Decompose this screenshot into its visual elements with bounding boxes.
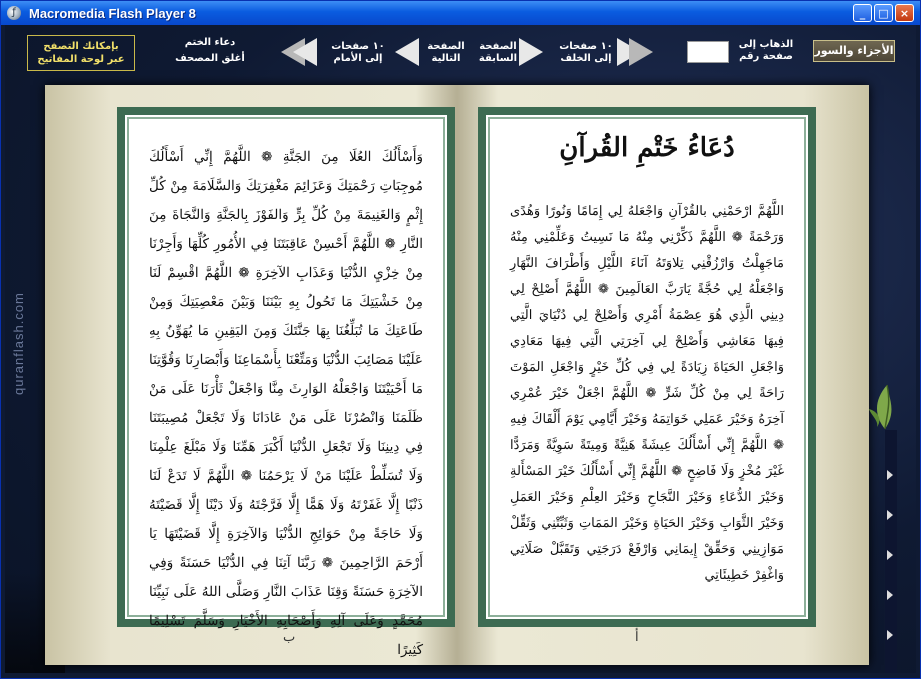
open-mushaf-book <box>45 85 869 665</box>
next-line1: الصفحة <box>427 41 465 52</box>
goto-line2: صفحة رقم <box>739 51 793 62</box>
close-button[interactable]: × <box>895 4 914 22</box>
next-line2: التالية <box>431 53 461 64</box>
prev-line2: السابقة <box>478 53 518 64</box>
dua-label: دعاء الختم <box>184 37 236 48</box>
leaf-logo-icon[interactable] <box>867 381 903 431</box>
forward-10-pages-button[interactable] <box>281 38 317 68</box>
site-watermark: quranflash.com <box>11 292 26 395</box>
left-page-number: ب <box>283 630 296 645</box>
right-page-number: أ <box>635 630 639 645</box>
back-10-pages-button[interactable] <box>617 38 653 68</box>
navigation-toolbar <box>5 25 916 85</box>
keyboard-navigation-hint <box>27 35 135 71</box>
prev-line1: الصفحة <box>479 41 517 52</box>
back-10-line2: إلى الخلف <box>560 53 612 64</box>
forward-10-label[interactable] <box>325 41 391 65</box>
previous-page-button[interactable] <box>519 38 543 68</box>
scroll-arrow-icon[interactable] <box>887 590 893 600</box>
maximize-button[interactable]: □ <box>874 4 893 22</box>
close-mushaf-label[interactable]: أغلق المصحف <box>175 53 245 64</box>
keyboard-hint-line1: بإمكانك التصفح <box>43 41 119 52</box>
left-page-text: وَأَسْأَلُكَ العُلَا مِنَ الجَنَّةِ ❁ اللَّهُمَّ إِنِّي أَسْأَلُكَ مُوجِبَاتِ رَحْمَتِكَ وَعَزَائِمَ مَغْفِرَتِكَ وَالسَّلَامَةَ مِنْ كُلِّ إِثْمٍ وَالغَنِيمَةَ مِنْ كُلِّ بِرٍّ وَالفَوْزَ بِالجَنَّةِ وَالنَّجَاةَ مِنَ النَّارِ ❁ اللَّهُمَّ أَحْسِنْ عَاقِبَتَنَا فِي الأُمُورِ كُلِّهَا وَأَجِرْنَا مِنْ خِزْيِ الدُّنْيَا وَعَذَابِ الآخِرَةِ ❁ اللَّهُمَّ اقْسِمْ لَنَا مِنْ خَشْيَتِكَ مَا تَحُولُ بِهِ بَيْنَنَا وَبَيْنَ مَعْصِيَتِكَ وَمِنْ طَاعَتِكَ مَا تُبَلِّغُنَا بِهَا جَنَّتَكَ وَمِنَ اليَقِينِ مَا يُهَوِّنُ بِهِ عَلَيْنَا مَصَائِبَ الدُّنْيَا وَمَتِّعْنَا بِأَسْمَاعِنَا وَأَبْصَارِنَا وَقُوَّتِنَا مَا أَحْيَيْتَنَا وَاجْعَلْهُ الوَارِثَ مِنَّا وَاجْعَلْ ثَأْرَنَا عَلَى مَنْ ظَلَمَنَا وَانْصُرْنَا عَلَى مَنْ عَادَانَا وَلَا تَجْعَلْ مُصِيبَتَنَا فِي دِينِنَا وَلَا تَجْعَلِ الدُّنْيَا أَكْبَرَ هَمِّنَا وَلَا مَبْلَغَ عِلْمِنَا وَلَا تُسَلِّطْ عَلَيْنَا مَنْ لَا يَرْحَمُنَا ❁ اللَّهُمَّ لَا تَدَعْ لَنَا ذَنْبًا إِلَّا غَفَرْتَهُ وَلَا هَمًّا إِلَّا فَرَّجْتَهُ وَلَا دَيْنًا إِلَّا قَضَيْتَهُ وَلَا حَاجَةً مِنْ حَوَائِجِ الدُّنْيَا وَالآخِرَةِ إِلَّا قَضَيْتَهَا يَا أَرْحَمَ الرَّاحِمِينَ ❁ رَبَّنَا آتِنَا فِي الدُّنْيَا حَسَنَةً وَفِي الآخِرَةِ حَسَنَةً وَقِنَا عَذَابَ النَّارِ وَصَلَّى اللهُ عَلَى نَبِيِّنَا مُحَمَّدٍ وَعَلَى آلِهِ وَأَصْحَابِهِ الأَخْيَارِ وَسَلَّمَ تَسْلِيمًا كَثِيرًا <box>149 149 423 658</box>
scroll-arrow-icon[interactable] <box>887 510 893 520</box>
window-title: Macromedia Flash Player 8 <box>29 5 196 21</box>
back-10-line1: ١٠ صفحات <box>559 41 613 52</box>
parts-and-suras-button[interactable]: الأجزاء والسور <box>813 40 895 62</box>
double-arrow-right-icon <box>629 38 653 66</box>
arrow-left-icon <box>395 38 419 66</box>
flash-app-icon: ƒ <box>7 6 21 20</box>
goto-page-input[interactable] <box>687 41 729 63</box>
forward-10-line1: ١٠ صفحات <box>331 41 385 52</box>
flash-stage <box>5 25 916 673</box>
right-page[interactable] <box>478 107 816 627</box>
left-page[interactable] <box>117 107 455 658</box>
next-page-label[interactable] <box>423 41 469 65</box>
scroll-arrow-icon[interactable] <box>887 630 893 640</box>
page-scrollbar[interactable] <box>885 430 897 673</box>
title-bar[interactable] <box>1 1 920 25</box>
arrow-right-icon <box>519 38 543 66</box>
goto-line1: الذهاب إلى <box>738 39 794 50</box>
forward-10-line2: إلى الأمام <box>333 53 383 64</box>
scroll-arrow-icon[interactable] <box>887 470 893 480</box>
arrow-left-icon <box>293 38 317 66</box>
right-page-text: اللَّهُمَّ ارْحَمْنِي بالقُرْآنِ وَاجْعَلهُ لِي إِمَامًا وَنُورًا وَهُدًى وَرَحْمَةً ❁ اللَّهُمَّ ذَكِّرْنِي مِنْهُ مَا نَسِيتُ وَعَلِّمْنِي مِنْهُ مَاجَهِلْتُ وَارْزُقْنِي تِلاوَتَهُ آنَاءَ اللَّيْلِ وَأَطْرَافَ النَّهَارِ وَاجْعَلْهُ لِي حُجَّةً يَارَبَّ العَالَمِينَ ❁ اللَّهُمَّ أَصْلِحْ لِي دِينِي الَّذِي هُوَ عِصْمَةُ أَمْرِي وَأَصْلِحْ لِي دُنْيَايَ الَّتِي فِيهَا مَعَاشِي وَأَصْلِحْ لِي آخِرَتِي الَّتِي فِيهَا مَعَادِي وَاجْعَلِ الحَيَاةَ زِيَادَةً لِي فِي كُلِّ خَيْرٍ وَاجْعَلِ المَوْتَ رَاحَةً لِي مِنْ كُلِّ شَرٍّ ❁ اللَّهُمَّ اجْعَلْ خَيْرَ عُمْرِي آخِرَهُ وَخَيْرَ عَمَلِي خَوَاتِمَهُ وَخَيْرَ أَيَّامِي يَوْمَ أَلْقَاكَ فِيهِ ❁ اللَّهُمَّ إِنِّي أَسْأَلُكَ عِيشَةً هَنِيَّةً وَمِيتَةً سَوِيَّةً وَمَرَدًّا غَيْرَ مُخْزٍ وَلَا فَاضِحٍ ❁ اللَّهُمَّ إِنِّي أَسْأَلُكَ خَيْرَ المَسْأَلةِ وَخَيْرَ الدُّعَاءِ وَخَيْرَ النَّجَاحِ وَخَيْرَ العِلْمِ وَخَيْرَ العَمَلِ وَخَيْرَ الثَّوَابِ وَخَيْرَ الحَيَاةِ وَخَيْرَ المَمَاتِ وَثَبِّتْنِي وَثَقِّلْ مَوَازِينِي وَحَقِّقْ إِيمَانِي وَارْفَعْ دَرَجَتِي وَتَقَبَّلْ صَلَاتِي وَاغْفِرْ خَطِيئَاتِي <box>510 204 784 583</box>
minimize-button[interactable]: _ <box>853 4 872 22</box>
dua-link[interactable] <box>165 37 255 65</box>
dua-title: دُعَاءُ خَتْمِ القُرآنِ <box>559 133 735 163</box>
goto-page-label <box>733 39 799 63</box>
back-10-label[interactable] <box>553 41 619 65</box>
keyboard-hint-line2: عبر لوحة المفاتيح <box>37 54 125 65</box>
next-page-button[interactable] <box>395 38 419 68</box>
previous-page-label[interactable] <box>475 41 521 65</box>
scroll-arrow-icon[interactable] <box>887 550 893 560</box>
